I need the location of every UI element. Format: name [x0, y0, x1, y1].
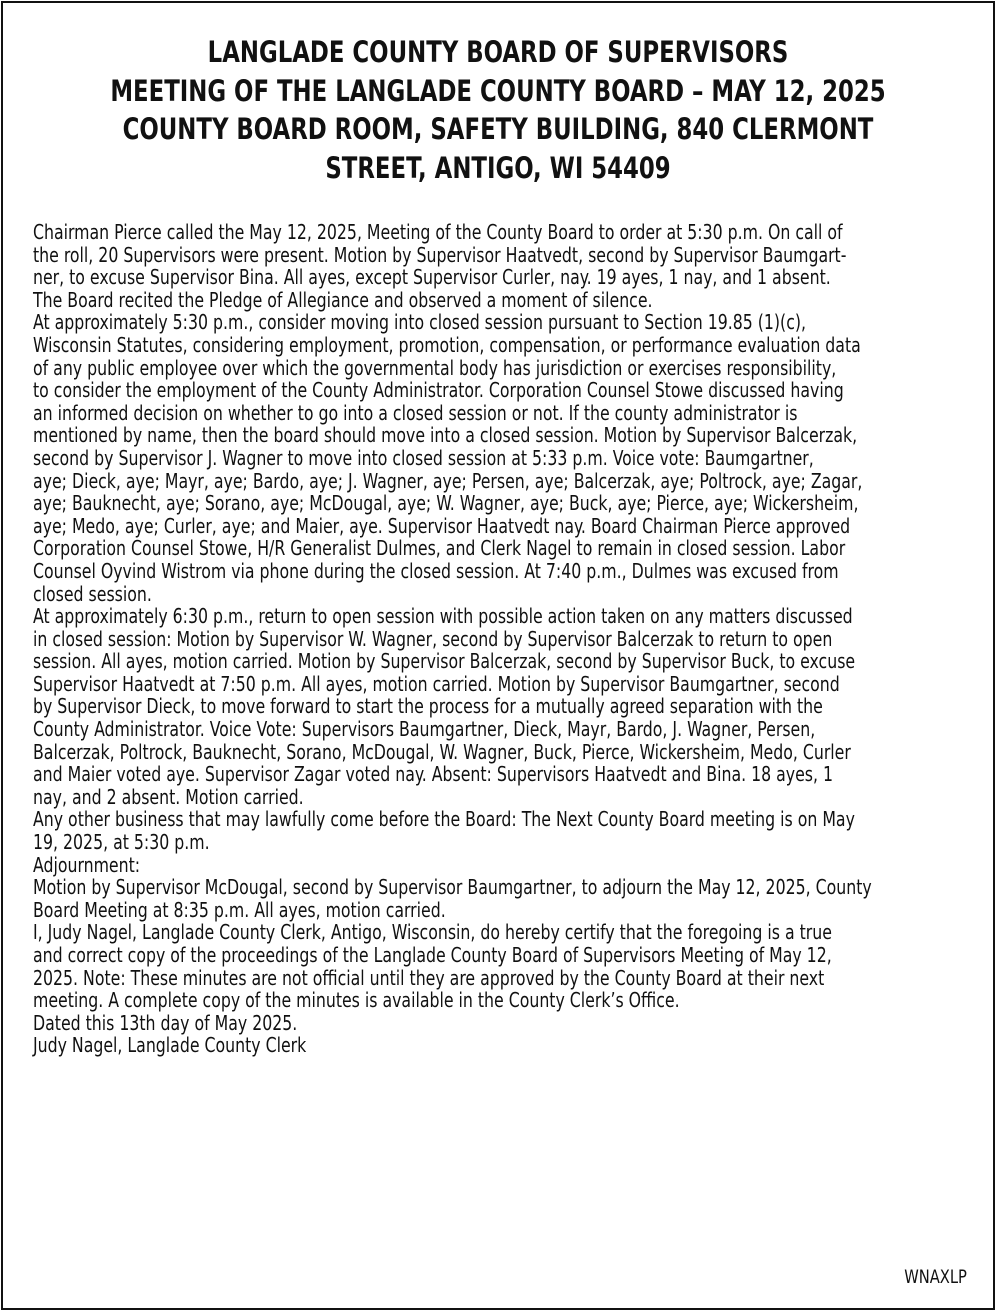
- body-line: and correct copy of the proceedings of the Langlade County Board of Supervisors Meeting of May 12,: [33, 943, 832, 967]
- body-line: Counsel Oyvind Wistrom via phone during the closed session. At 7:40 p.m., Dulmes was excused from: [33, 558, 839, 583]
- body-line: aye; Dieck, aye; Mayr, aye; Bardo, aye; J. Wagner, aye; Persen, aye; Balcerzak, aye; Poltrock, aye; Zagar,: [33, 468, 863, 493]
- header-location-line2: STREET, ANTIGO, WI 54409: [325, 150, 671, 185]
- publication-code: WNAXLP: [904, 1266, 967, 1288]
- body-line: Chairman Pierce called the May 12, 2025, Meeting of the County Board to order at 5:30 p.m. On call of: [33, 220, 843, 244]
- header-meeting: MEETING OF THE LANGLADE COUNTY BOARD – MAY 12, 2025: [110, 73, 886, 108]
- body-line: Corporation Counsel Stowe, H/R Generalist Dulmes, and Clerk Nagel to remain in closed session. Labor: [33, 536, 846, 561]
- body-line: Adjournment:: [33, 852, 141, 877]
- body-line: At approximately 6:30 p.m., return to open session with possible action taken on any matters discussed: [33, 604, 853, 629]
- body-line: aye; Medo, aye; Curler, aye; and Maier, aye. Supervisor Haatvedt nay. Board Chairman Pierce approved: [33, 513, 851, 538]
- body-line: closed session.: [33, 581, 152, 606]
- body-line: I, Judy Nagel, Langlade County Clerk, Antigo, Wisconsin, do hereby certify that the foregoing is a true: [33, 920, 832, 945]
- header-location-line1: COUNTY BOARD ROOM, SAFETY BUILDING, 840 CLERMONT: [122, 112, 874, 146]
- body-line: Motion by Supervisor McDougal, second by Supervisor Baumgartner, to adjourn the May 12, 2025, County: [33, 875, 872, 900]
- body-line: County Administrator. Voice Vote: Supervisors Baumgartner, Dieck, Mayr, Bardo, J. Wagner, Persen,: [33, 717, 816, 742]
- body-line: 19, 2025, at 5:30 p.m.: [33, 830, 210, 855]
- body-line: aye; Bauknecht, aye; Sorano, aye; McDougal, aye; W. Wagner, aye; Buck, aye; Pierce, aye; Wickersheim,: [33, 491, 859, 516]
- body-line: mentioned by name, then the board should move into a closed session. Motion by Supervisor Balcerzak,: [33, 423, 858, 448]
- body-line: in closed session: Motion by Supervisor W. Wagner, second by Supervisor Balcerzak to return to open: [33, 626, 833, 651]
- body-line: Wisconsin Statutes, considering employment, promotion, compensation, or performance evaluation data: [33, 332, 861, 357]
- body-line: to consider the employment of the County Administrator. Corporation Counsel Stowe discussed having: [33, 378, 844, 403]
- body-line: Board Meeting at 8:35 p.m. All ayes, motion carried.: [33, 897, 446, 922]
- body-line: meeting. A complete copy of the minutes is available in the County Clerk’s Office.: [33, 988, 680, 1013]
- body-line: and Maier voted aye. Supervisor Zagar voted nay. Absent: Supervisors Haatvedt and Bina. 18 ayes, 1: [33, 762, 833, 787]
- notice-header: [3, 33, 993, 187]
- header-title: LANGLADE COUNTY BOARD OF SUPERVISORS: [207, 35, 789, 69]
- body-line: Judy Nagel, Langlade County Clerk: [33, 1033, 307, 1058]
- body-line: Balcerzak, Poltrock, Bauknecht, Sorano, McDougal, W. Wagner, Buck, Pierce, Wickersheim, Medo, Curler: [33, 739, 851, 764]
- body-line: session. All ayes, motion carried. Motion by Supervisor Balcerzak, second by Supervisor Buck, to excuse: [33, 649, 856, 674]
- body-line: second by Supervisor J. Wagner to move into closed session at 5:33 p.m. Voice vote: Baumgartner,: [33, 445, 814, 470]
- body-line: At approximately 5:30 p.m., consider moving into closed session pursuant to Section 19.85 (1)(c),: [33, 310, 806, 335]
- body-line: ner, to excuse Supervisor Bina. All ayes, except Supervisor Curler, nay. 19 ayes, 1 nay, and 1 absent.: [33, 265, 831, 290]
- body-line: of any public employee over which the governmental body has jurisdiction or exercises responsibility,: [33, 355, 837, 380]
- body-line: an informed decision on whether to go into a closed session or not. If the county administrator is: [33, 400, 798, 425]
- legal-notice: [1, 1, 995, 1310]
- body-line: Any other business that may lawfully come before the Board: The Next County Board meeting is on May: [33, 807, 855, 832]
- body-line: nay, and 2 absent. Motion carried.: [33, 784, 304, 809]
- body-line: the roll, 20 Supervisors were present. Motion by Supervisor Haatvedt, second by Supervisor Baumgart-: [33, 242, 847, 267]
- body-line: by Supervisor Dieck, to move forward to start the process for a mutually agreed separation with the: [33, 694, 823, 719]
- body-line: The Board recited the Pledge of Allegiance and observed a moment of silence.: [33, 287, 653, 312]
- minutes-body: [33, 221, 1000, 1057]
- body-line: 2025. Note: These minutes are not official until they are approved by the County Board at their next: [33, 965, 825, 990]
- body-line: Supervisor Haatvedt at 7:50 p.m. All ayes, motion carried. Motion by Supervisor Baumgartner, second: [33, 671, 840, 696]
- body-line: Dated this 13th day of May 2025.: [33, 1010, 298, 1035]
